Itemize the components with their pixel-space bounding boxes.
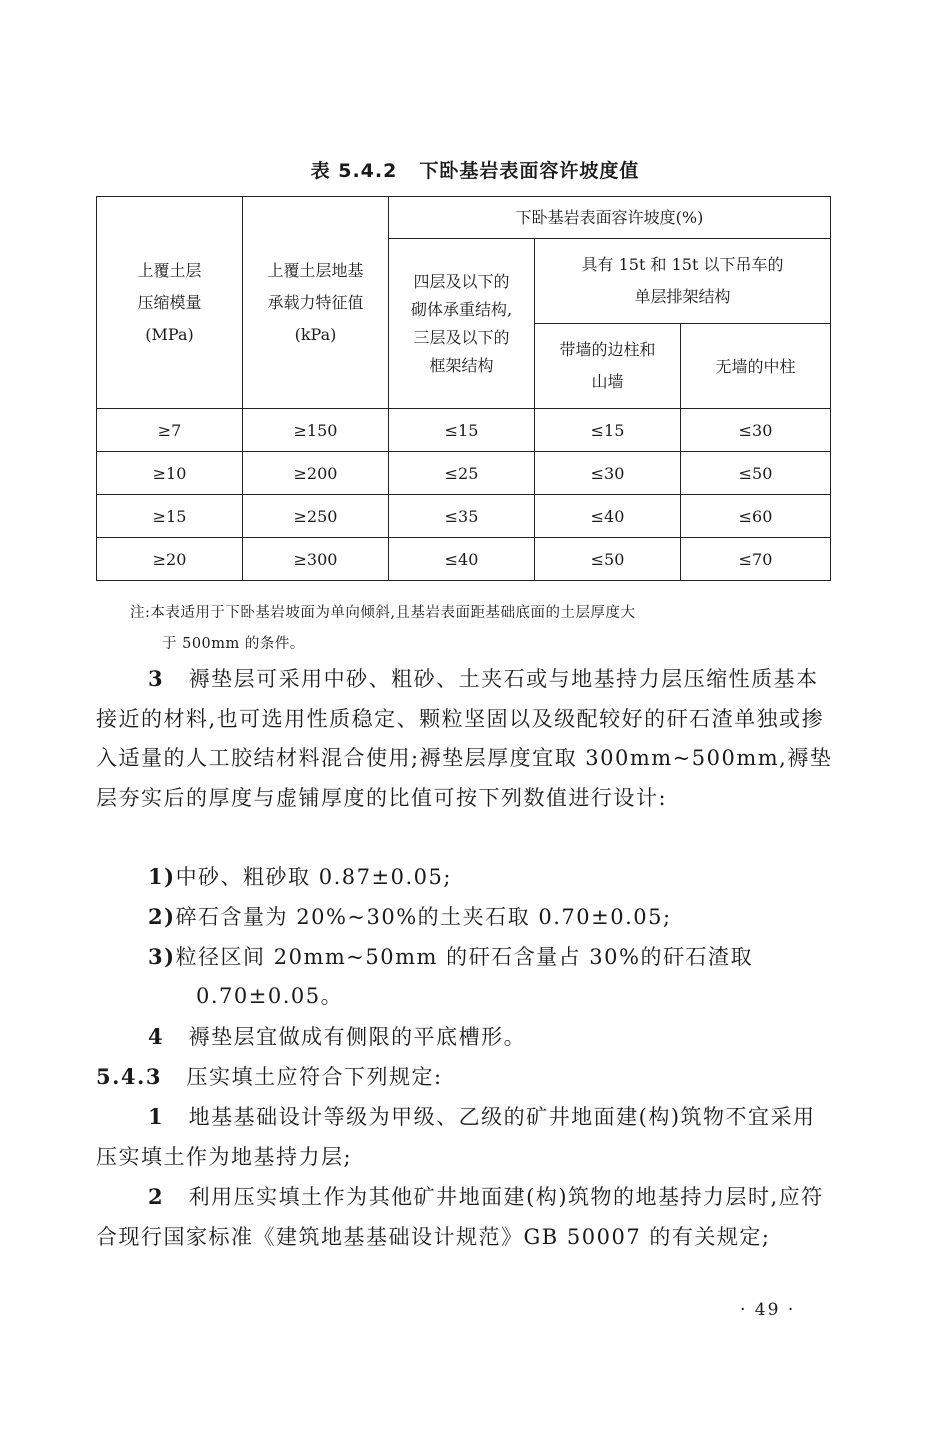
header-side-column: 带墙的边柱和 山墙 — [535, 324, 681, 409]
item-3-sub-2: 2)碎石含量为 20%~30%的土夹石取 0.70±0.05; — [148, 904, 672, 929]
clause-title: 压实填土应符合下列规定: — [186, 1065, 443, 1089]
cell: ≥10 — [97, 452, 243, 495]
table-row — [97, 409, 831, 452]
header-slope-group: 下卧基岩表面容许坡度(%) — [389, 197, 831, 239]
cell: ≥150 — [243, 409, 389, 452]
cell: ≤40 — [535, 495, 681, 538]
table-number: 表 5.4.2 — [310, 160, 398, 182]
note-line-2: 于 500mm 的条件。 — [162, 636, 305, 652]
cell: ≤30 — [535, 452, 681, 495]
cell: ≥7 — [97, 409, 243, 452]
cell: ≤50 — [535, 538, 681, 581]
page-number: · 49 · — [740, 1300, 796, 1320]
cell: ≥200 — [243, 452, 389, 495]
header-modulus: 上覆土层 压缩模量 (MPa) — [97, 197, 243, 409]
clause-number: 5.4.3 — [96, 1064, 162, 1089]
cell: ≤35 — [389, 495, 535, 538]
cell: ≤15 — [535, 409, 681, 452]
item-3-text: 褥垫层可采用中砂、粗砂、土夹石或与地基持力层压缩性质基本接近的材料,也可选用性质稳定、颗粒坚固以及级配较好的矸石渣单独或掺入适量的人工胶结材料混合使用;褥垫层厚度宜取 300mm~500mm,褥垫层夯实后的厚度与虚铺厚度的比值可按下列数值进行设计: — [96, 667, 833, 810]
item-3-number: 3 — [148, 666, 165, 691]
cell: ≤70 — [681, 538, 831, 581]
item-4: 4 褥垫层宜做成有侧限的平底槽形。 — [148, 1024, 527, 1049]
table-row — [97, 538, 831, 581]
note-line-1: 注:本表适用于下卧基岩坡面为单向倾斜,且基岩表面距基础底面的土层厚度大 — [130, 605, 636, 621]
header-masonry: 四层及以下的 砌体承重结构, 三层及以下的 框架结构 — [389, 239, 535, 409]
table-row — [97, 452, 831, 495]
cell: ≤15 — [389, 409, 535, 452]
item-3-sub-3: 3)粒径区间 20mm~50mm 的矸石含量占 30%的矸石渣取 — [148, 944, 753, 969]
header-crane: 具有 15t 和 15t 以下吊车的 单层排架结构 — [535, 239, 831, 324]
clause-item-1: 1 地基基础设计等级为甲级、乙级的矿井地面建(构)筑物不宜采用压实填土作为地基持力层; — [96, 1104, 816, 1169]
cell: ≤60 — [681, 495, 831, 538]
cell: ≥15 — [97, 495, 243, 538]
cell: ≤30 — [681, 409, 831, 452]
header-middle-column: 无墙的中柱 — [681, 324, 831, 409]
table-note — [130, 598, 840, 660]
slope-table — [96, 196, 831, 581]
clause-item-2: 2 利用压实填土作为其他矿井地面建(构)筑物的地基持力层时,应符合现行国家标准《建筑地基基础设计规范》GB 50007 的有关规定; — [96, 1184, 824, 1249]
cell: ≤40 — [389, 538, 535, 581]
header-bearing: 上覆土层地基 承载力特征值 (kPa) — [243, 197, 389, 409]
item-3-sub-3-cont: 0.70±0.05。 — [196, 984, 344, 1008]
item-3 — [96, 659, 836, 818]
cell: ≤25 — [389, 452, 535, 495]
cell: ≤50 — [681, 452, 831, 495]
item-3-sub-1: 1)中砂、粗砂取 0.87±0.05; — [148, 864, 452, 889]
cell: ≥300 — [243, 538, 389, 581]
cell: ≥20 — [97, 538, 243, 581]
clause-5-4-3 — [96, 1057, 836, 1098]
cell: ≥250 — [243, 495, 389, 538]
table-title: 下卧基岩表面容许坡度值 — [419, 160, 640, 182]
table-row — [97, 495, 831, 538]
table-caption — [0, 156, 950, 183]
